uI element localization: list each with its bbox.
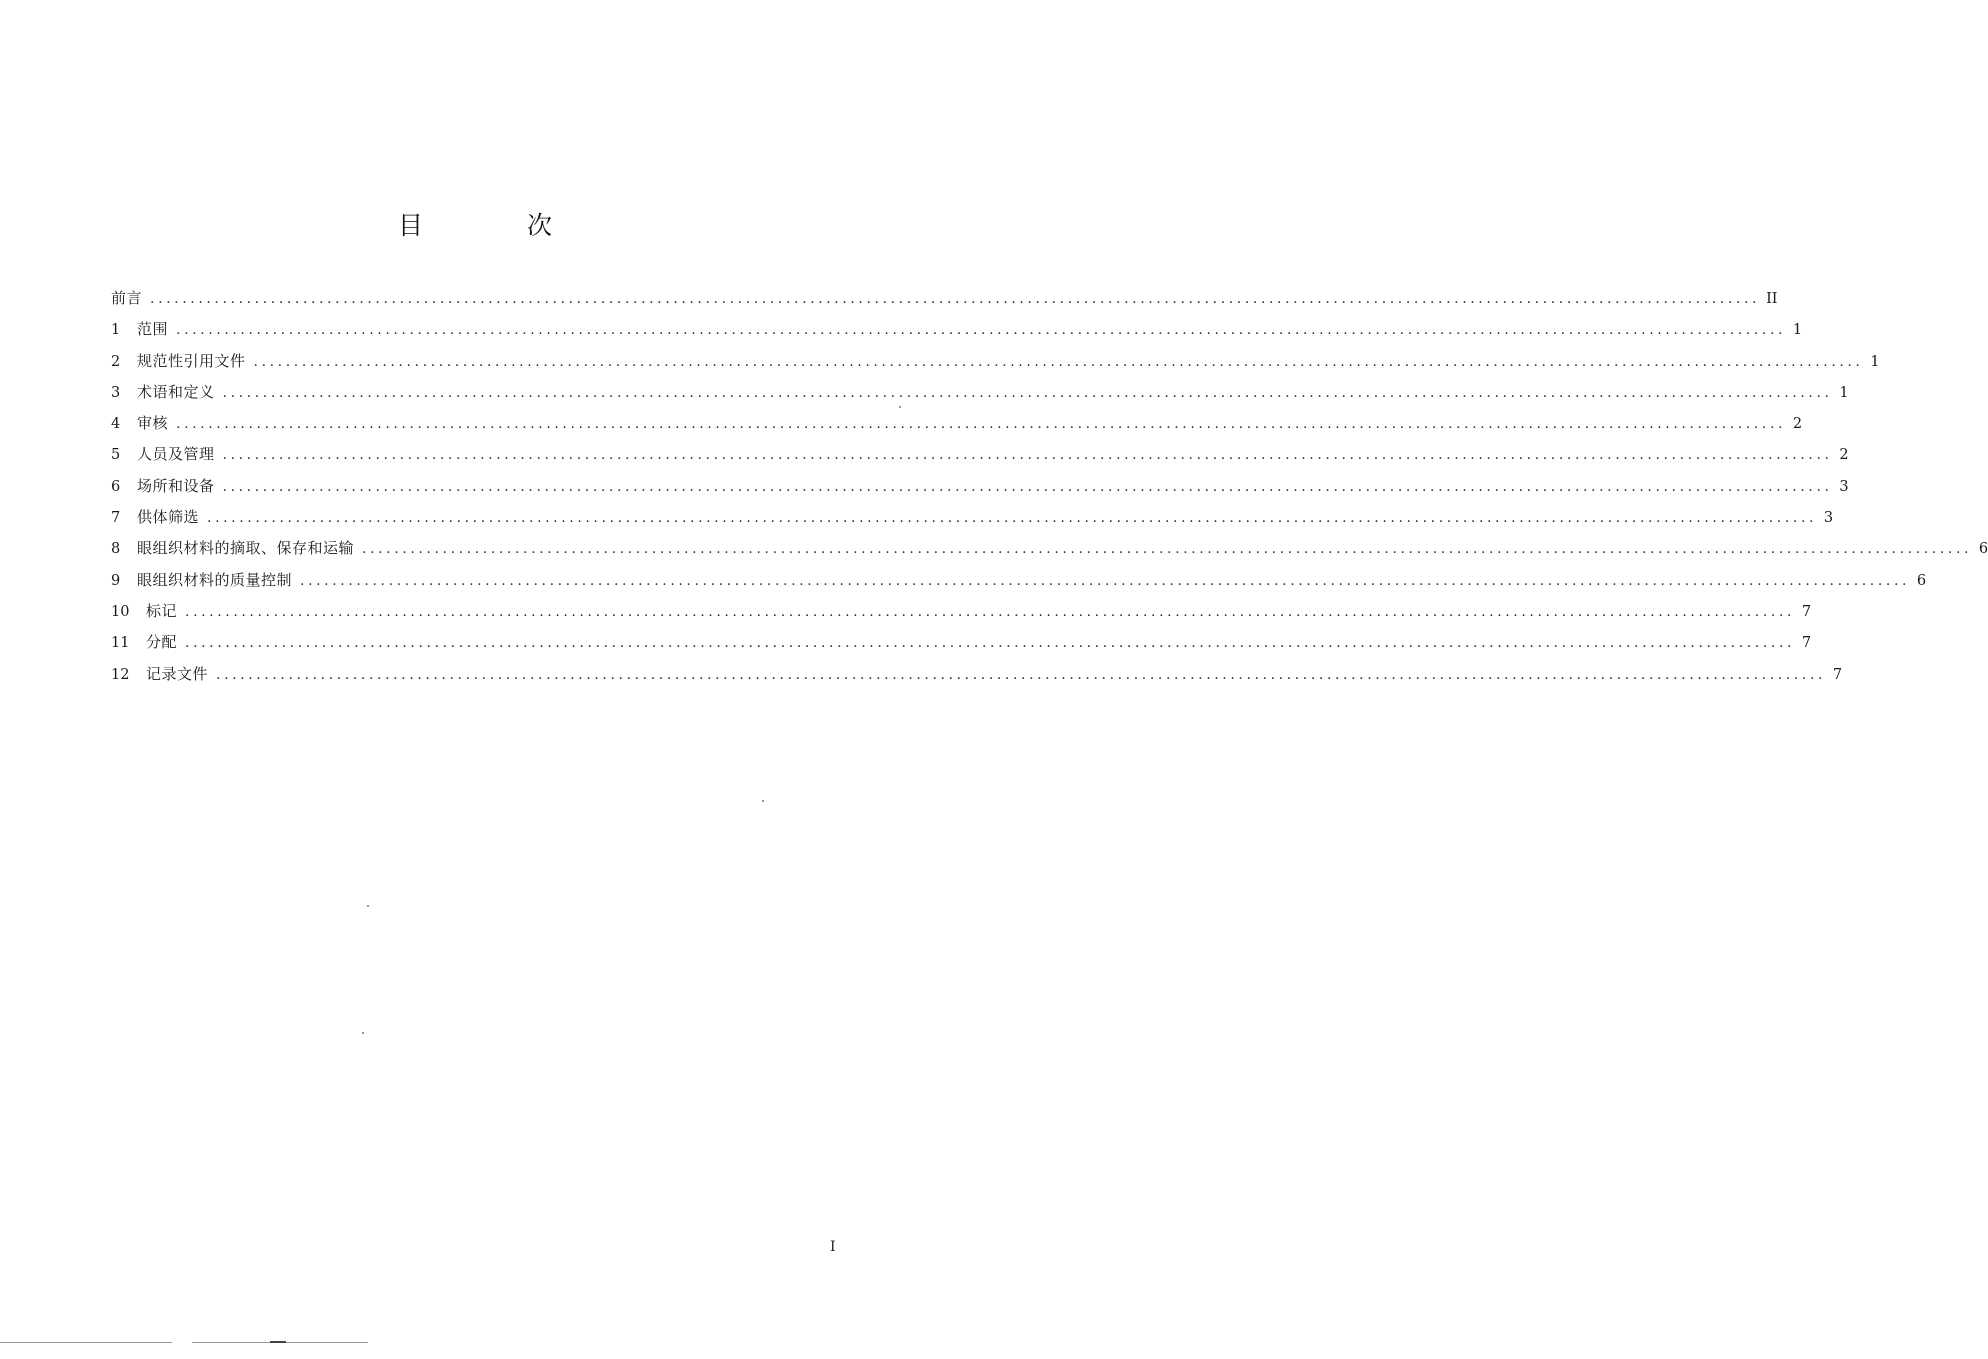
dot-leader: ........................................................................................................................................................................................................: [253, 353, 1864, 370]
toc-entry-number: 7: [111, 510, 121, 527]
toc-entry-page: 2: [1792, 416, 1803, 433]
toc-entry-number: 2: [111, 353, 121, 370]
toc-entry-label: 供体筛选: [137, 508, 200, 527]
toc-entry[interactable]: [111, 630, 1812, 661]
toc-entry-label: 规范性引用文件: [137, 351, 246, 370]
toc-entry-number: 10: [111, 603, 130, 620]
toc-entry-preface[interactable]: [111, 286, 1778, 317]
toc-entry-number: 3: [111, 384, 121, 401]
toc-entry[interactable]: [111, 662, 1843, 693]
dot-leader: ........................................................................................................................................................................................................: [300, 572, 1911, 589]
dot-leader: ........................................................................................................................................................................................................: [222, 478, 1833, 495]
toc-entry-page: 3: [1839, 478, 1849, 495]
toc-entry[interactable]: [111, 599, 1812, 630]
scan-speck: [762, 800, 764, 802]
scan-speck: [362, 1032, 364, 1034]
toc-entry-number: 5: [111, 447, 121, 464]
toc-entry-number: 6: [111, 478, 121, 495]
toc-entry-page: 1: [1792, 322, 1803, 339]
dot-leader: ........................................................................................................................................................................................................: [362, 541, 1973, 558]
toc-entry[interactable]: [111, 536, 1988, 567]
toc-entry-label: 人员及管理: [137, 445, 215, 464]
toc-entry[interactable]: [111, 505, 1834, 536]
toc-entry[interactable]: [111, 317, 1803, 348]
toc-entry-page: 1: [1870, 353, 1880, 370]
dot-leader: ........................................................................................................................................................................................................: [222, 384, 1833, 401]
toc-entry[interactable]: [111, 568, 1927, 599]
toc-entry-label: 标记: [146, 601, 178, 620]
scan-edge-line: [270, 1341, 286, 1343]
toc-entry-page: 7: [1832, 666, 1843, 683]
toc-entry-number: 4: [111, 416, 121, 433]
toc-entry-label: 范围: [137, 320, 169, 339]
toc-entry-label: 眼组织材料的摘取、保存和运输: [137, 539, 355, 558]
toc-title: 目 次: [398, 211, 600, 240]
dot-leader: ........................................................................................................................................................................................................: [185, 635, 1796, 652]
toc-entry-label: 眼组织材料的质量控制: [137, 570, 293, 589]
toc-entry-page: 3: [1823, 510, 1834, 527]
toc-entry[interactable]: [111, 380, 1849, 411]
scan-speck: [899, 406, 901, 408]
dot-leader: ........................................................................................................................................................................................................: [176, 416, 1787, 433]
toc-entry-page: 2: [1839, 447, 1849, 464]
toc-entry-label: 前言: [111, 289, 143, 307]
toc-entry-page: 1: [1839, 384, 1849, 401]
dot-leader: ........................................................................................................................................................................................................: [150, 291, 1761, 307]
toc-list: [111, 286, 1988, 693]
dot-leader: ........................................................................................................................................................................................................: [185, 603, 1796, 620]
toc-entry-page: 7: [1801, 603, 1812, 620]
toc-entry[interactable]: [111, 349, 1880, 380]
toc-entry-number: 9: [111, 572, 121, 589]
toc-entry-label: 术语和定义: [137, 382, 215, 401]
toc-entry-number: 1: [111, 322, 121, 339]
toc-entry-label: 场所和设备: [137, 476, 215, 495]
toc-entry[interactable]: [111, 474, 1849, 505]
toc-entry[interactable]: [111, 411, 1803, 442]
toc-entry-label: 审核: [137, 414, 169, 433]
dot-leader: ........................................................................................................................................................................................................: [176, 322, 1787, 339]
dot-leader: ........................................................................................................................................................................................................: [222, 447, 1833, 464]
page-number: I: [830, 1239, 836, 1255]
dot-leader: ........................................................................................................................................................................................................: [207, 510, 1818, 527]
toc-entry-page: 7: [1801, 635, 1812, 652]
toc-entry-label: 记录文件: [146, 664, 209, 683]
toc-entry-number: 8: [111, 541, 121, 558]
dot-leader: ........................................................................................................................................................................................................: [216, 666, 1827, 683]
toc-entry-page: 6: [1978, 541, 1988, 558]
toc-entry-page: 6: [1916, 572, 1927, 589]
toc-entry-number: 11: [111, 635, 130, 652]
scan-edge-line: [0, 1342, 172, 1343]
scan-speck: [367, 905, 369, 907]
toc-entry-page: II: [1766, 291, 1778, 307]
toc-entry[interactable]: [111, 442, 1849, 473]
toc-entry-label: 分配: [146, 633, 178, 652]
toc-entry-number: 12: [111, 666, 130, 683]
